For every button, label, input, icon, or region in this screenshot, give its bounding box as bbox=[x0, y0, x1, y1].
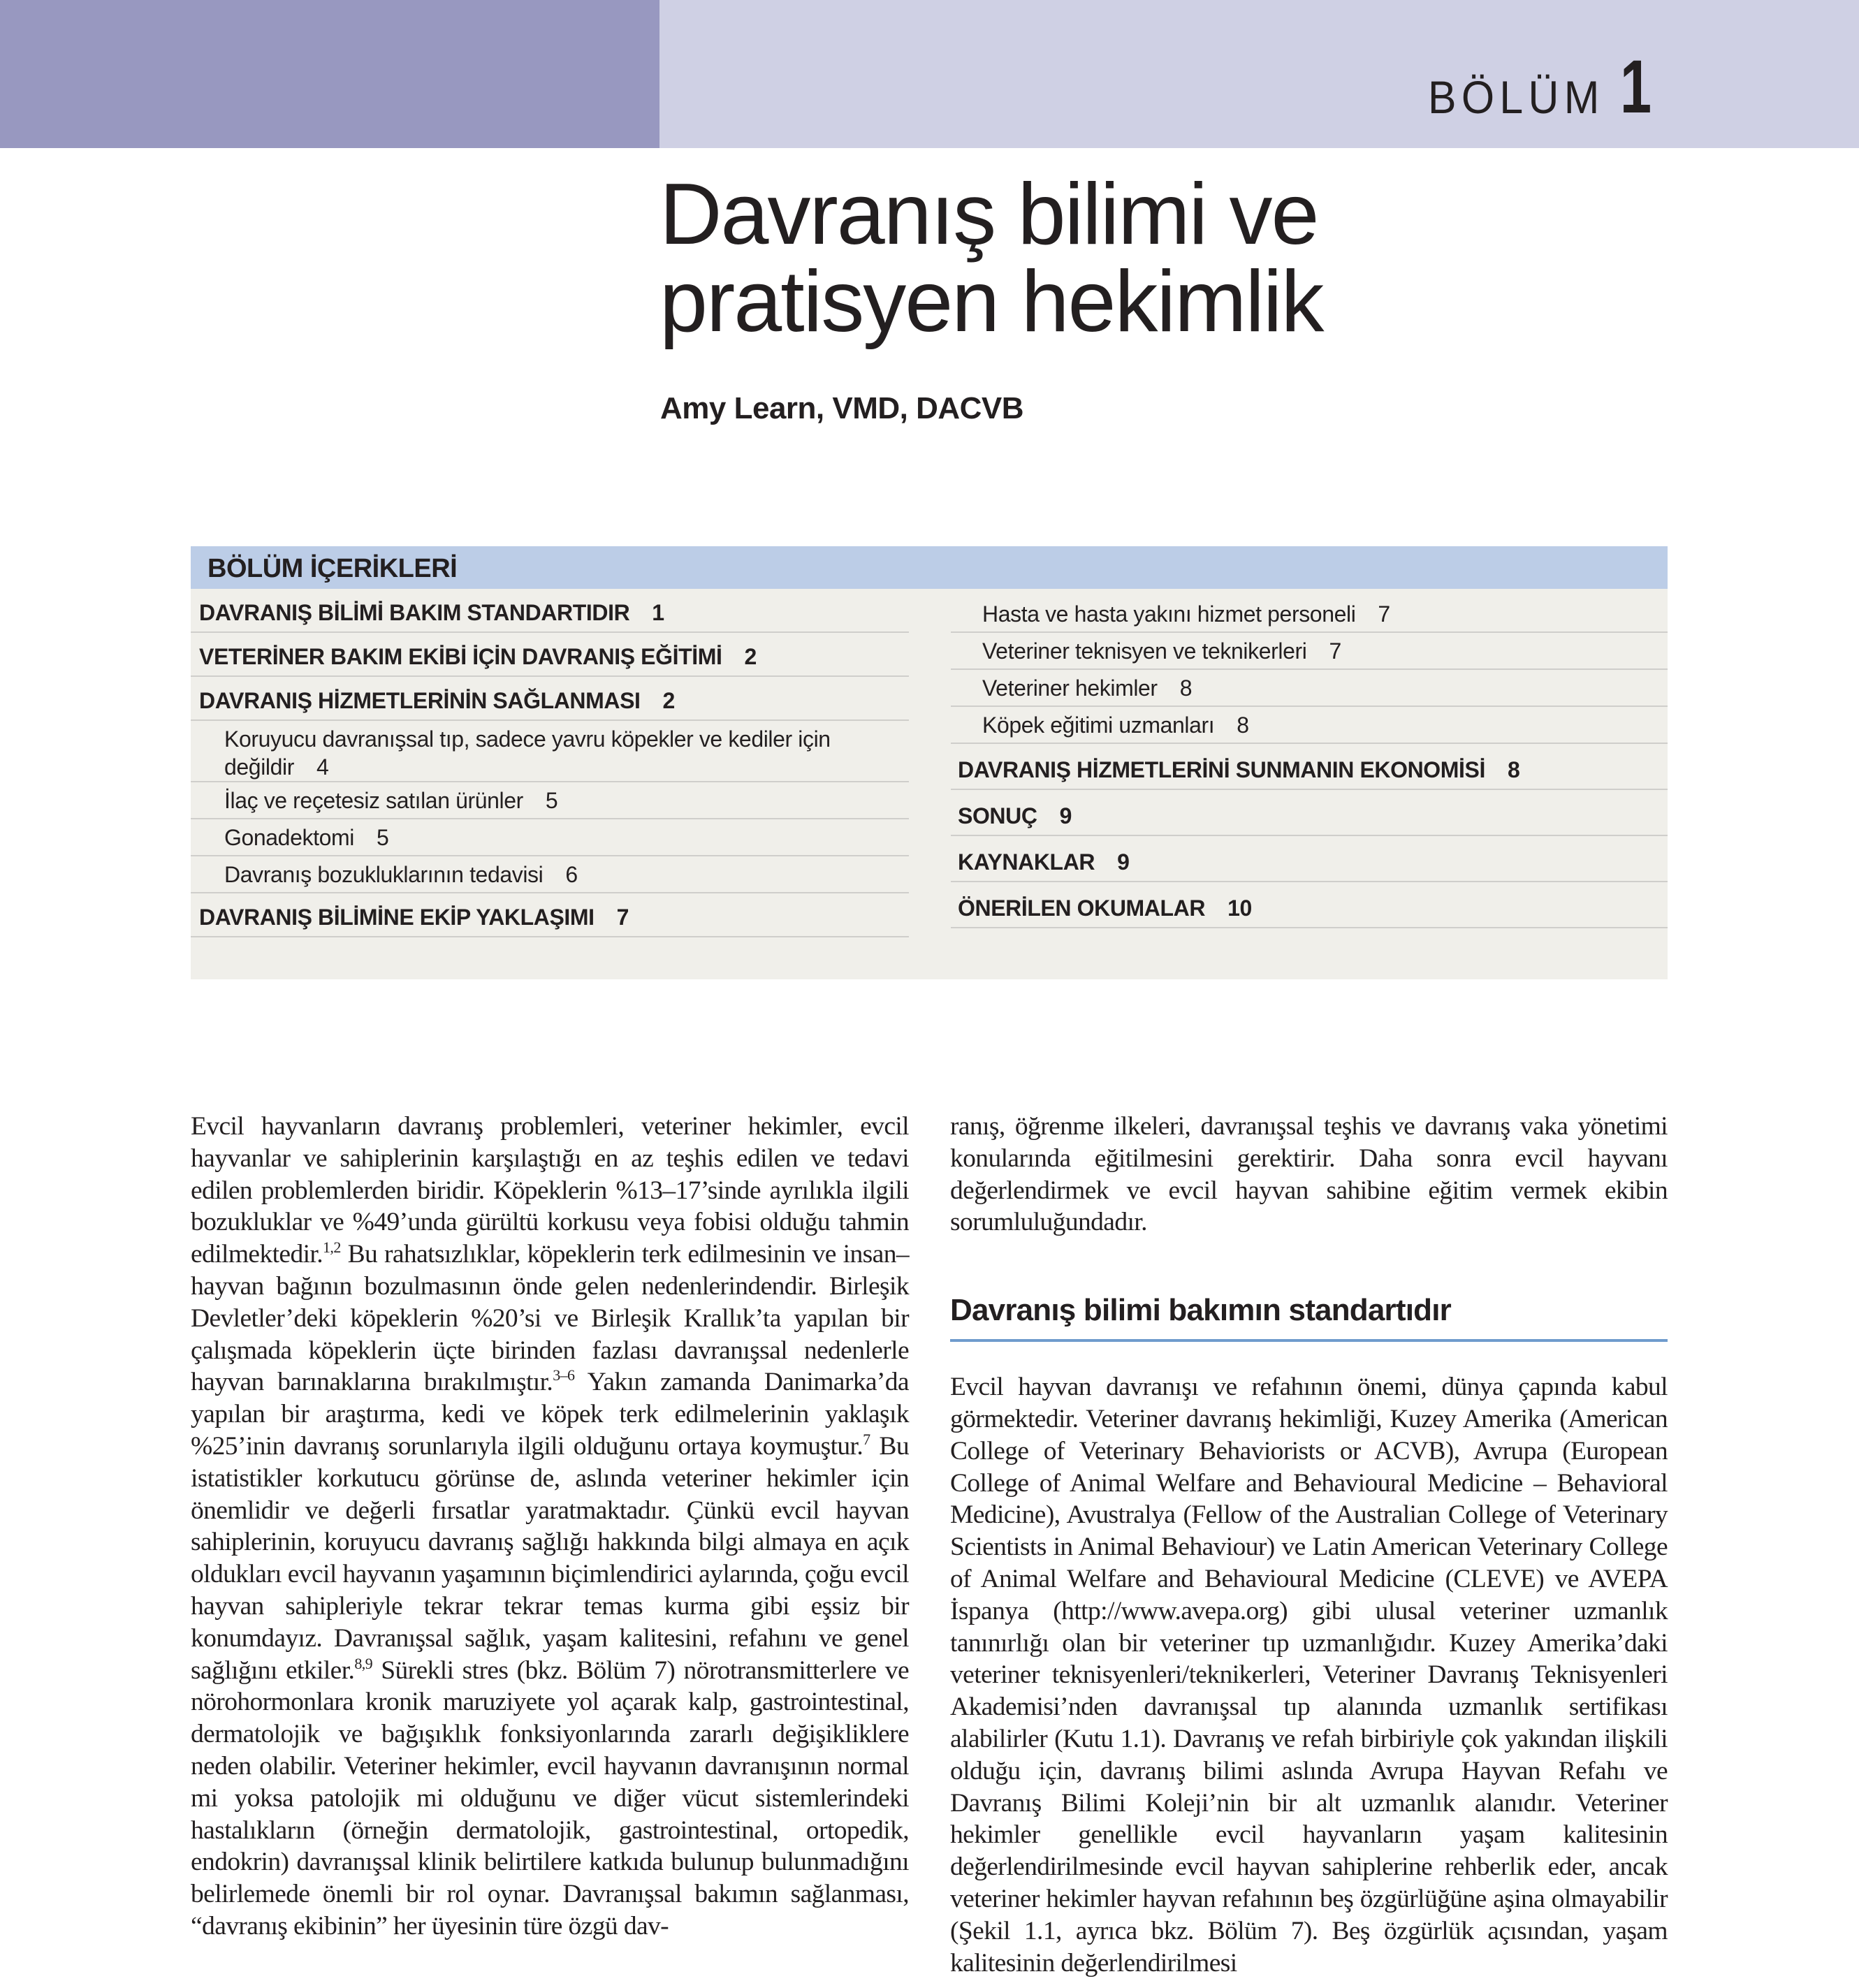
paragraph-text: Evcil hayvanların davranış problemleri, veteriner hekimler, evcil hayvanlar ve sahiplerinin karşılaştığı en az teşhis edilen ve tedavi edilen problemlerden biridir. Köpeklerin %13–17’sinde ayrılıkla ilgili bozukluklar ve %49’unda gürültü korkusu veya fobisi olduğu tahmin edilmektedir. bbox=[191, 1112, 909, 1269]
body-right-column bbox=[950, 1111, 1668, 1979]
paragraph-text: Sürekli stres (bkz. Bölüm 7) nörotransmitterlere ve nörohormonlara kronik maruziyete yol açarak kalp, gastrointestinal, dermatolojik ve bağışıklık fonksiyonlarında zararlı değişikliklere neden olabilir. Veteriner hekimler, evcil hayvanın davranışının normal mi yoksa patolojik mi olduğunu ve diğer vücut sistemlerindeki hastalıkların (örneğin dermatolojik, gastrointestinal, ortopedik, endokrin) davranışsal klinik belirtilere katkıda bulunup bulunmadığını belirlemede önemli bir rol oynar. Davranışsal bakımın sağlanması, “davranış ekibinin” her üyesinin türe özgü dav- bbox=[191, 1656, 909, 1941]
section-paragraph: Evcil hayvan davranışı ve refahının önemi, dünya çapında kabul görmektedir. Veteriner davranış hekimliği, Kuzey Amerika (American College of Veterinary Behaviorists or ACVB), Avrupa (European College of Animal Welfare and Behavioural Medicine – Behavioral Medicine), Avustralya (Fellow of the Australian College of Veterinary Scientists in Animal Behaviour) ve Latin American Veterinary College of Animal Welfare and Behavioural Medicine (CLEVE) ve AVEPA İspanya (http://www.avepa.org) gibi ulusal veteriner uzmanlık tanınırlığı olan bir veteriner tıp uzmanlığıdır. Kuzey Amerika’daki veteriner teknisyenleri/teknikerleri, Veteriner Davranış Teknisyenleri Akademisi’nden davranışsal tıp alanında uzmanlık sertifikası alabilirler (Kutu 1.1). Davranış ve refah birbiriyle çok yakından ilişkili olduğu için, davranış bilimi aslında Avrupa Hayvan Refahı ve Davranış Bilimi Koleji’nin bir alt uzmanlık alanıdır. Veteriner hekimler genellikle evcil hayvanların yaşam kalitesinin değerlendirilmesinde evcil hayvan sahiplerine rehberlik eder, ancak veteriner hekimler hayvan refahının beş özgürlüğüne aşina olmayabilir (Şekil 1.1, ayrıca bkz. Bölüm 7). Beş özgürlük açısından, yaşam kalitesinin değerlendirilmesi bbox=[950, 1373, 1668, 1978]
contents-entry-label: Veteriner hekimler bbox=[982, 675, 1158, 701]
contents-entry-page: 2 bbox=[744, 644, 757, 669]
contents-entry-label: DAVRANIŞ BİLİMİNE EKİP YAKLAŞIMI bbox=[199, 905, 595, 930]
contents-entry[interactable] bbox=[951, 589, 1668, 633]
contents-entry-page: 7 bbox=[1329, 638, 1341, 664]
contents-entry-page: 7 bbox=[616, 905, 629, 930]
contents-entry-page: 5 bbox=[545, 788, 558, 813]
contents-entry[interactable] bbox=[951, 744, 1668, 790]
contents-entry[interactable] bbox=[191, 893, 909, 937]
contents-entry-label: İlaç ve reçetesiz satılan ürünler bbox=[224, 788, 523, 813]
contents-entry[interactable] bbox=[951, 836, 1668, 882]
contents-entry-page: 9 bbox=[1059, 803, 1072, 828]
chapter-label bbox=[1413, 43, 1662, 129]
contents-entry-label: Davranış bozukluklarının tedavisi bbox=[224, 862, 544, 887]
header-band-dark bbox=[0, 0, 659, 148]
contents-entry-page: 8 bbox=[1237, 712, 1249, 738]
paragraph-text: Yakın zamanda Danimarka’da yapılan bir araştırma, kedi ve köpek terk edilmelerinin yaklaşık %25’inin davranış sorunlarıyla ilgili olduğunu ortaya koymuştur. bbox=[191, 1368, 909, 1461]
contents-heading: BÖLÜM İÇERİKLERİ bbox=[191, 546, 1668, 589]
chapter-title-line-2: pratisyen hekimlik bbox=[659, 254, 1323, 350]
contents-right-column bbox=[951, 589, 1668, 928]
contents-entry-page: 7 bbox=[1378, 601, 1390, 627]
contents-left-column bbox=[191, 589, 909, 937]
intro-paragraph bbox=[191, 1111, 909, 1943]
contents-entry[interactable] bbox=[191, 856, 909, 893]
contents-entry[interactable] bbox=[951, 882, 1668, 928]
contents-entry[interactable] bbox=[951, 670, 1668, 707]
contents-entry-label: ÖNERİLEN OKUMALAR bbox=[958, 896, 1206, 921]
contents-entry-label: Gonadektomi bbox=[224, 825, 354, 850]
contents-entry[interactable] bbox=[951, 790, 1668, 836]
contents-entry-label: Köpek eğitimi uzmanları bbox=[982, 712, 1215, 738]
citation-superscript: 3–6 bbox=[553, 1366, 575, 1384]
chapter-contents-box bbox=[191, 546, 1668, 979]
paragraph-text: Bu rahatsızlıklar, köpeklerin terk edilmesinin ve insan–hayvan bağının bozulmasının önde gelen nedenlerindendir. Birleşik Devletler’deki köpeklerin %20’si ve Birleşik Krallık’ta yapılan bir çalışmada köpeklerin üçte birinden fazlası davranışsal nedenlerle hayvan barınaklarına bırakılmıştır. bbox=[191, 1240, 909, 1397]
contents-entry-label: Hasta ve hasta yakını hizmet personeli bbox=[982, 601, 1356, 627]
contents-entry-label: KAYNAKLAR bbox=[958, 849, 1095, 875]
body-left-column bbox=[191, 1111, 909, 1943]
contents-entry-label: DAVRANIŞ HİZMETLERİNİ SUNMANIN EKONOMİSİ bbox=[958, 757, 1485, 782]
contents-entry-page: 9 bbox=[1117, 849, 1130, 875]
chapter-word: BÖLÜM bbox=[1428, 71, 1605, 123]
contents-entry-label: SONUÇ bbox=[958, 803, 1037, 828]
contents-entry[interactable] bbox=[951, 633, 1668, 670]
contents-entry-page: 6 bbox=[565, 862, 578, 887]
contents-entry-page: 5 bbox=[376, 825, 389, 850]
chapter-title-line-1: Davranış bilimi ve bbox=[659, 166, 1318, 263]
contents-entry-page: 8 bbox=[1179, 675, 1193, 701]
contents-entry[interactable] bbox=[191, 819, 909, 856]
citation-superscript: 1,2 bbox=[323, 1238, 341, 1257]
contents-entry[interactable] bbox=[951, 707, 1668, 744]
contents-entry[interactable] bbox=[191, 633, 909, 677]
contents-entry[interactable] bbox=[191, 721, 909, 782]
chapter-number: 1 bbox=[1619, 43, 1652, 129]
citation-superscript: 7 bbox=[863, 1430, 870, 1448]
header-band-light bbox=[659, 0, 1859, 148]
intro-paragraph-continued: ranış, öğrenme ilkeleri, davranışsal teşhis ve davranış vaka yönetimi konularında eğitilmesini gerektirir. Daha sonra evcil hayvanı değerlendirmek ve evcil hayvan sahibine eğitim vermek ekibin sorumluluğundadır. bbox=[950, 1112, 1668, 1237]
author-name: Amy Learn, VMD, DACVB bbox=[660, 391, 1024, 425]
contents-entry-page: 10 bbox=[1227, 896, 1252, 921]
contents-entry-label: VETERİNER BAKIM EKİBİ İÇİN DAVRANIŞ EĞİTİMİ bbox=[199, 644, 722, 669]
contents-entry[interactable] bbox=[191, 677, 909, 721]
contents-entry-label: Koruyucu davranışsal tıp, sadece yavru köpekler ve kediler için değildir bbox=[224, 726, 831, 780]
chapter-title bbox=[659, 166, 1638, 350]
contents-entry-page: 8 bbox=[1507, 757, 1520, 782]
contents-entry[interactable] bbox=[191, 589, 909, 633]
paragraph-text: Bu istatistikler korkutucu görünse de, aslında veteriner hekimler için önemlidir ve değerli fırsatlar yaratmaktadır. Çünkü evcil hayvan sahiplerinin, koruyucu davranış sağlığı hakkında bilgi almaya en açık oldukları evcil hayvanın yaşamının biçimlendirici aylarında, çoğu evcil hayvan sahipleriyle tekrar tekrar temas kurma gibi eşsiz bir konumdayız. Davranışsal sağlık, yaşam kalitesini, refahını ve genel sağlığını etkiler. bbox=[191, 1431, 909, 1685]
contents-entry-label: Veteriner teknisyen ve teknikerleri bbox=[982, 638, 1307, 664]
contents-entry-page: 4 bbox=[316, 754, 329, 780]
section-heading: Davranış bilimi bakımın standartıdır bbox=[950, 1292, 1668, 1342]
contents-entry-page: 1 bbox=[652, 600, 664, 625]
contents-entry[interactable] bbox=[191, 782, 909, 819]
contents-entry-page: 2 bbox=[662, 688, 675, 713]
citation-superscript: 8,9 bbox=[354, 1654, 373, 1672]
contents-entry-label: DAVRANIŞ BİLİMİ BAKIM STANDARTIDIR bbox=[199, 600, 630, 625]
contents-entry-label: DAVRANIŞ HİZMETLERİNİN SAĞLANMASI bbox=[199, 688, 641, 713]
